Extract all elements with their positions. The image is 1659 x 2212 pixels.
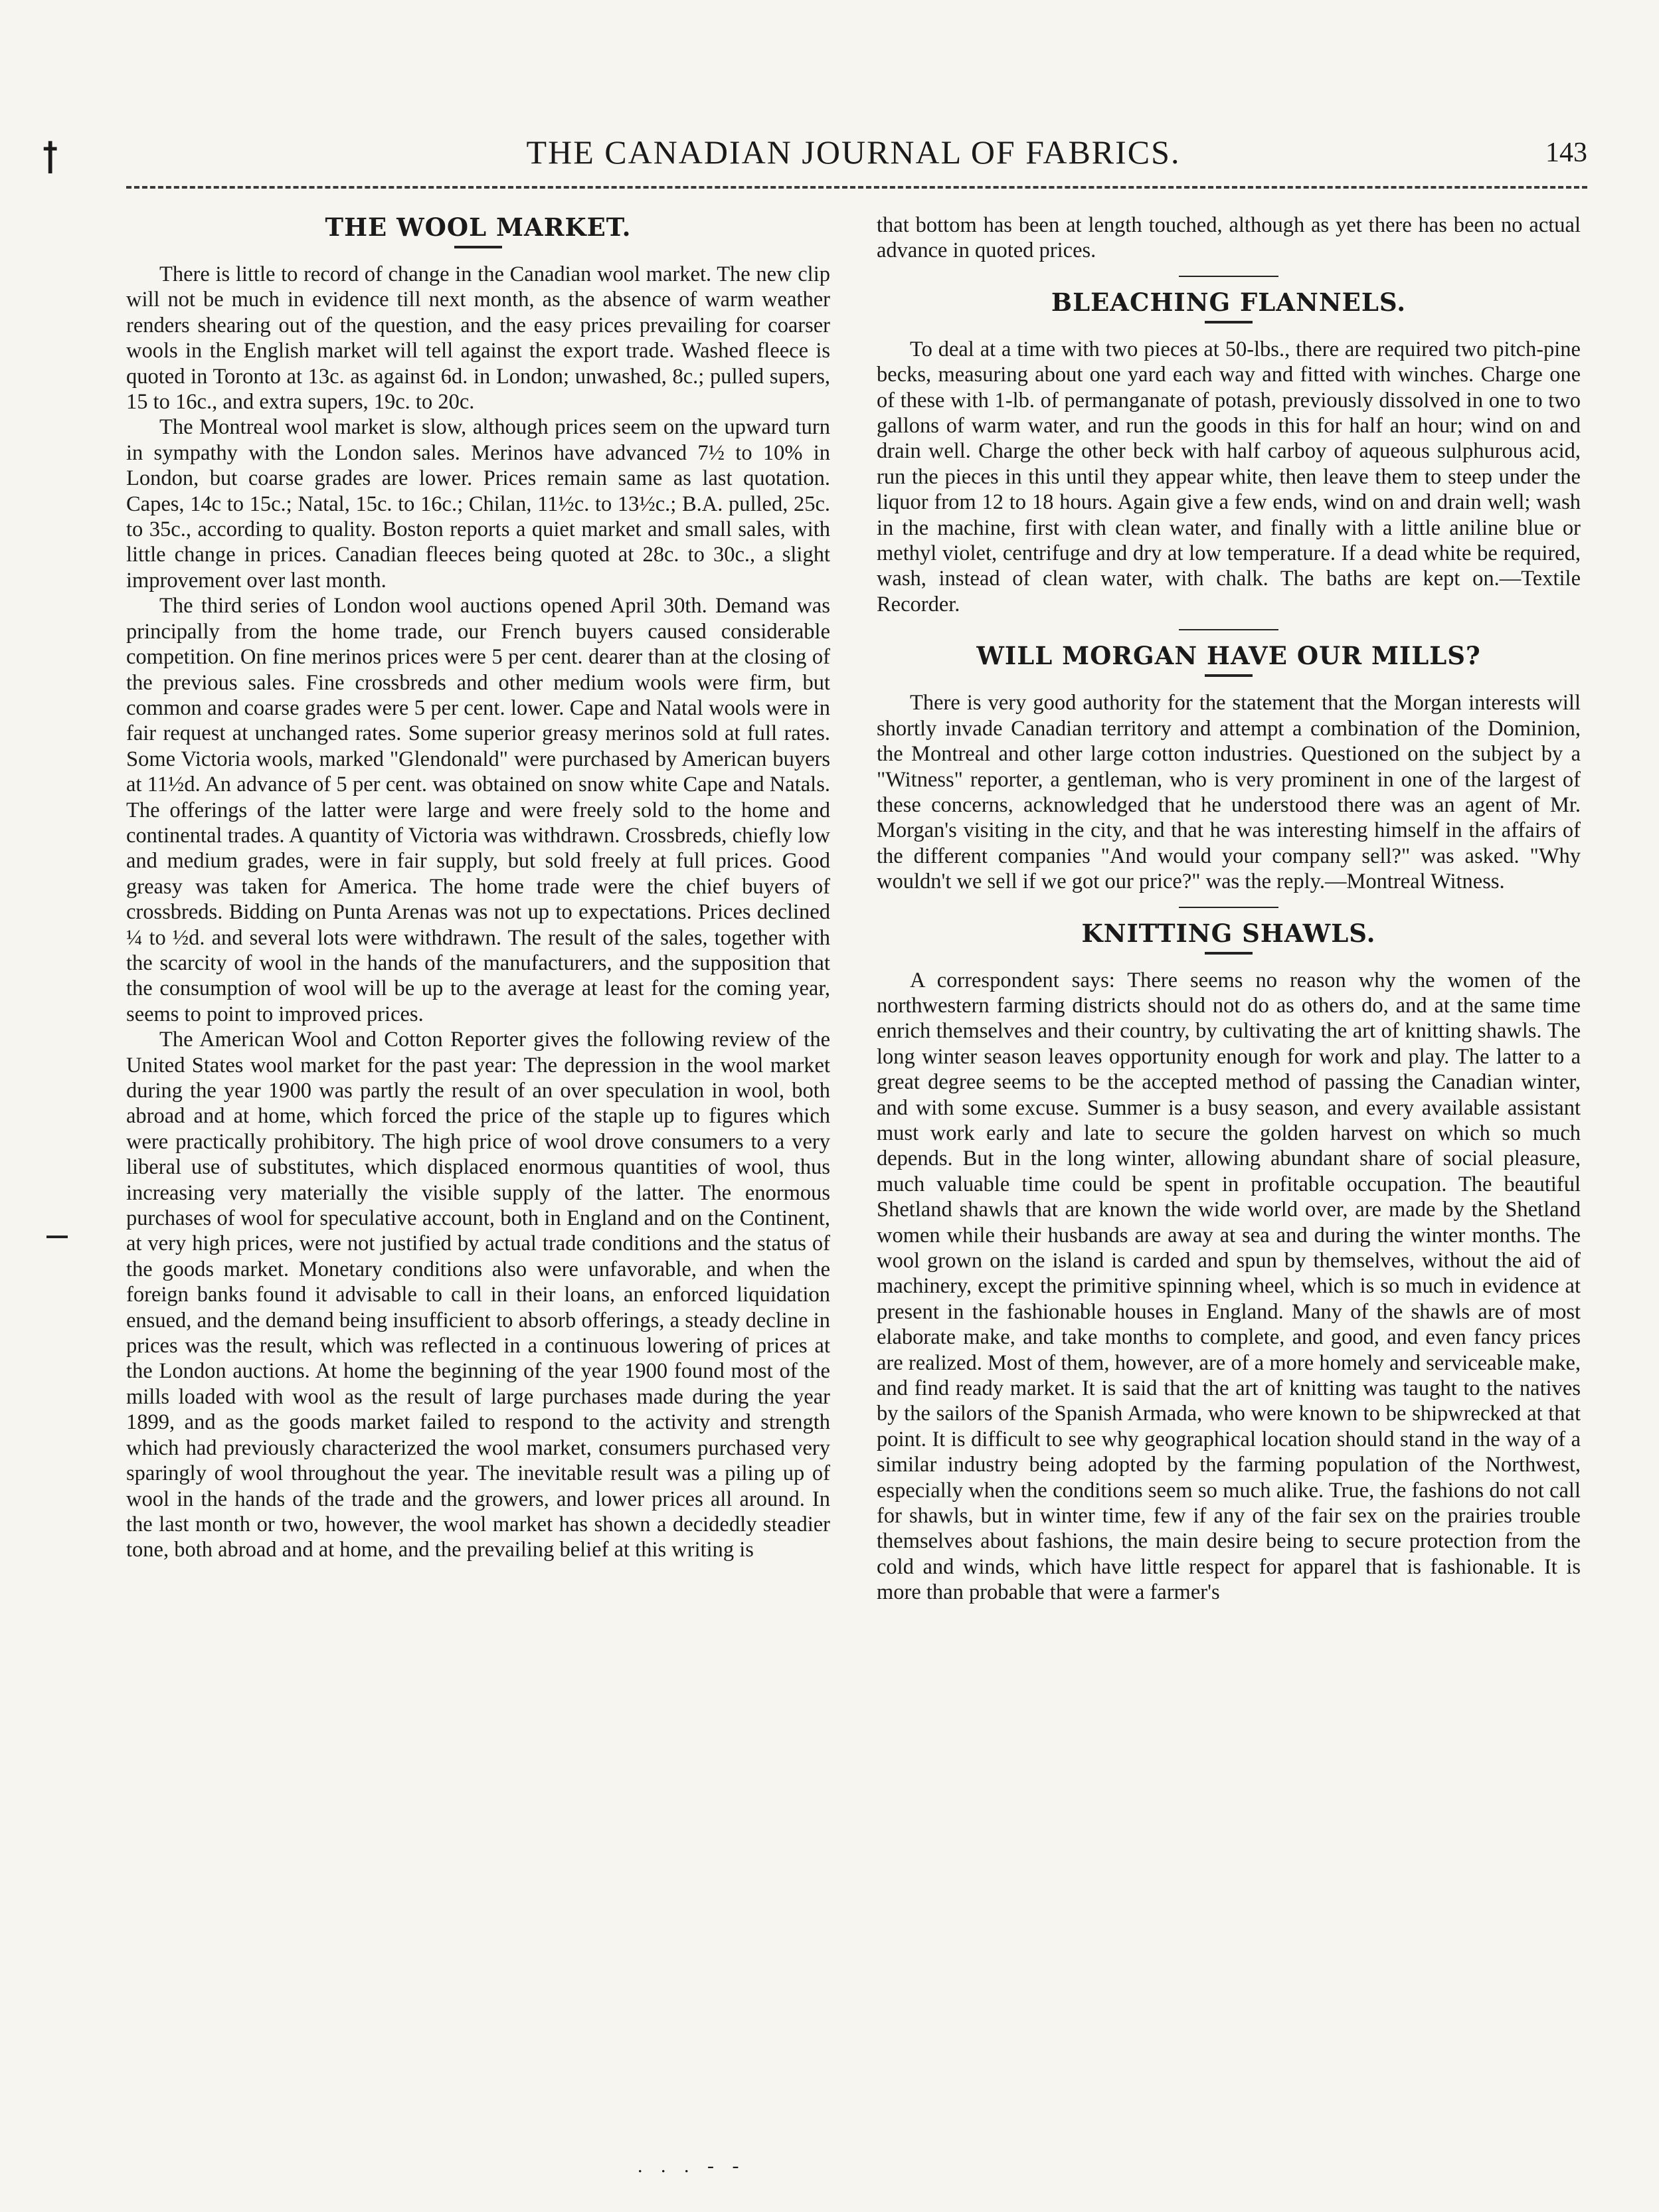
wool-market-continuation: that bottom has been at length touched, although as yet there has been no actual advance in quoted prices. [877,213,1581,263]
bleaching-flannels-paragraph: To deal at a time with two pieces at 50-lbs., there are required two pitch-pine becks, measuring about one yard each way and fitted with winches. Charge one of these with 1-lb. of permanganate of potash, previously dissolved in one to two gallons of warm water, and run the goods in this for half an hour; wind on and drain well. Charge the other beck with half carboy of aqueous sulphurous acid, run the pieces in this until they appear white, then leave them to steep under the liquor from 12 to 18 hours. Again give a few ends, wind on and drain well; wash in the machine, first with clean water, and finally with a little aniline blue or methyl violet, centrifuge and dry at low temperature. If a dead white be required, wash, instead of clean water, with chalk. The baths are kept on.—Textile Recorder. [877,337,1581,616]
knitting-shawls-paragraph: A correspondent says: There seems no reason why the women of the northwestern farming districts should not do as others do, and at the same time enrich themselves and their country, by cultivating the art of knitting shawls. The long winter season leaves opportunity enough for work and play. The latter to a great degree seems to be the accepted method of passing the Canadian winter, and with some excuse. Summer is a busy season, and every available assistant must work early and late to secure the golden harvest on which so much depends. But in the long winter, allowing abundant share of social pleasure, much valuable time could be spent in profitable occupation. The beautiful Shetland shawls that are known the wide world over, are made by the Shetland women while their husbands are away at sea and during the winter months. The wool grown on the island is carded and spun by themselves, without the aid of machinery, except the primitive spinning wheel, which is so much in evidence at present in the fashionable houses in England. Many of the shawls are of most elaborate make, and take months to complete, and good, and even fancy prices are realized. Most of them, however, are of a more homely and serviceable make, and find ready market. It is said that the art of knitting was taught to the natives by the sailors of the Spanish Armada, who were known to be shipwrecked at that point. It is difficult to see why geographical location should stand in the way of a similar industry being adopted by the farming population of the Northwest, especially when the conditions seem so much alike. True, the fashions do not call for shawls, but in winter time, few if any of the fair sex on the prairies trouble themselves about fashions, the main desire being to secure protection from the cold and winds, which have little respect for apparel that is fashionable. It is more than probable that were a farmer's [877,968,1581,1605]
running-header [120,133,1587,179]
wool-market-paragraph: The third series of London wool auctions opened April 30th. Demand was principally from the home trade, our French buyers caused considerable competition. On fine merinos prices were 5 per cent. dearer than at the closing of the previous sales. Fine crossbreds and other medium wools were firm, but common and coarse grades were 5 per cent. lower. Cape and Natal wools were in fair request at unchanged rates. Some superior greasy merinos sold at full rates. Some Victoria wools, marked "Glendonald" were purchased by American buyers at 11½d. An advance of 5 per cent. was obtained on snow white Cape and Natals. The offerings of the latter were large and were freely sold to the home and continental trades. A quantity of Victoria was withdrawn. Crossbreds, chiefly low and medium grades, were in fair supply, but sold freely at full prices. Good greasy was taken for America. The home trade were the chief buyers of crossbreds. Bidding on Punta Arenas was not up to expectations. Prices declined ¼ to ½d. and several lots were withdrawn. The result of the sales, together with the scarcity of wool in the hands of the manufacturers, and the supposition that the consumption of wool will be up to the average at least for the coming year, seems to point to improved prices. [126,594,830,1026]
headline-rule [1205,321,1253,323]
header-rule [126,186,1587,189]
journal-title: THE CANADIAN JOURNAL OF FABRICS. [526,134,1181,171]
corner-mark: ꝉ [41,136,60,183]
wool-market-headline: THE WOOL MARKET. [325,213,632,242]
left-column [126,213,830,1563]
right-column [877,213,1581,1606]
headline-rule [1205,952,1253,955]
margin-dash [46,1236,68,1238]
bleaching-flannels-headline: BLEACHING FLANNELS. [1051,287,1407,317]
wool-market-paragraph: There is little to record of change in the Canadian wool market. The new clip will not be much in evidence till next month, as the absence of warm weather renders shearing out of the question, and the easy prices prevailing for coarser wools in the English market will tell against the export trade. Washed fleece is quoted in Toronto at 13c. as against 6d. in London; unwashed, 8c.; pulled supers, 15 to 16c., and extra supers, 19c. to 20c. [126,262,830,415]
wool-market-paragraph: The American Wool and Cotton Reporter gives the following review of the United States wool market for the past year: The depression in the wool market during the year 1900 was partly the result of an over speculation in wool, both abroad and at home, which forced the price of the staple up to figures which were practically prohibitory. The high price of wool drove consumers to a very liberal use of substitutes, which displaced enormous quantities of wool, thus increasing very materially the visible supply of the latter. The enormous purchases of wool for speculative account, both in England and on the Continent, at very high prices, were not justified by actual trade conditions and the status of the goods market. Monetary conditions also were unfavorable, and when the foreign banks found it advisable to call in their loans, an enforced liquidation ensued, and the demand being insufficient to absorb offerings, a steady decline in prices was the result, which was reflected in a continuous lowering of prices at the London auctions. At home the beginning of the year 1900 found most of the mills loaded with wool as the result of large purchases made during the year 1899, and as the goods market failed to respond to the activity and strength which had previously characterized the wool market, consumers purchased very sparingly of wool throughout the year. The inevitable result was a piling up of wool in the hands of the trade and the growers, and lower prices all around. In the last month or two, however, the wool market has shown a decidedly steadier tone, both abroad and at home, and the prevailing belief at this writing is [126,1028,830,1562]
page-number: 143 [1545,138,1587,168]
knitting-shawls-headline: KNITTING SHAWLS. [1081,918,1376,948]
headline-rule [1205,674,1253,677]
section-separator [1179,907,1278,908]
wool-market-paragraph: The Montreal wool market is slow, although prices seem on the upward turn in sympathy with the London sales. Merinos have advanced 7½ to 10% in London, but coarse grades are lower. Prices remain same as last quotation. Capes, 14c to 15c.; Natal, 15c. to 16c.; Chilan, 11½c. to 13½c.; B.A. pulled, 25c. to 35c., according to quality. Boston reports a quiet market and small sales, with little change in prices. Canadian fleeces being quoted at 28c. to 30c., a slight improvement over last month. [126,415,830,593]
morgan-mills-headline: WILL MORGAN HAVE OUR MILLS? [976,641,1481,671]
section-separator [1179,629,1278,630]
morgan-mills-paragraph: There is very good authority for the statement that the Morgan interests will shortly invade Canadian territory and attempt a combination of the Dominion, the Montreal and other large cotton industries. Questioned on the subject by a "Witness" reporter, a gentleman, who is very prominent in one of the largest of these concerns, acknowledged that he understood there was an agent of Mr. Morgan's visiting in the city, and that he was interesting himself in the affairs of the different companies "And would your company sell?" was asked. "Why wouldn't we sell if we got our price?" was the reply.—Montreal Witness. [877,691,1581,894]
footer-mark: . . . - - [638,2155,746,2177]
headline-rule [454,246,502,248]
section-separator [1179,276,1278,277]
